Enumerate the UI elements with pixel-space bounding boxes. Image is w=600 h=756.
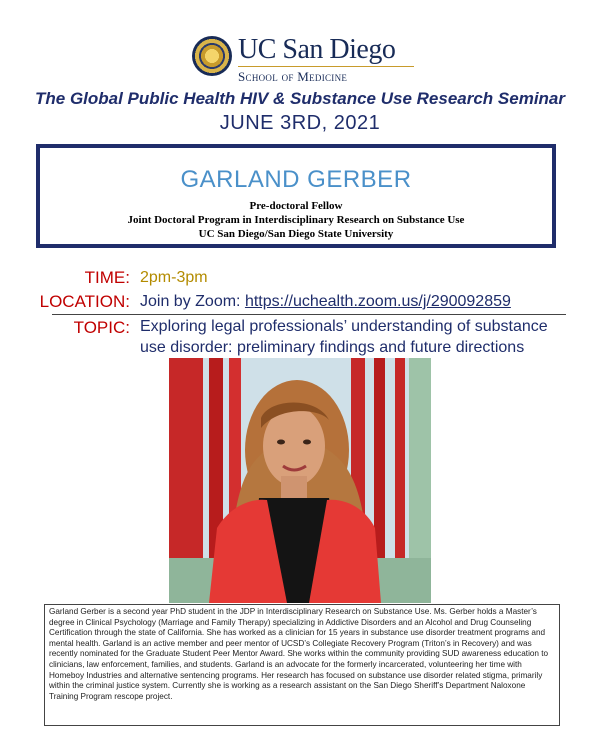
speaker-name: GARLAND GERBER	[180, 166, 412, 193]
speaker-portrait-icon	[169, 358, 431, 603]
speaker-role: Pre-doctoral Fellow	[249, 200, 343, 212]
topic-value: Exploring legal professionals’ understanding of substance use disorder: preliminary findings and future directions	[140, 318, 548, 356]
speaker-photo	[169, 358, 431, 603]
time-value: 2pm-3pm	[140, 269, 208, 286]
speaker-bio: Garland Gerber is a second year PhD student in the JDP in Interdisciplinary Research on Substance Use. Ms. Gerber holds a Master’s degree in Clinical Psychology (Marriage and Family Therapy) specializing in Addictive Disorders and an Alcohol and Drug Counseling Certification through the state of California. She has worked as a clinician for 15 years in substance use disorder treatment programs and mental health. Garland is an active member and peer mentor of UCSD’s Collegiate Recovery Program (Triton’s in Recovery) and was recently nominated for the Graduate Student Peer Mentor Award. She works within the community providing SUD awareness education to clinicians, law enforcement, families, and students. Garland is an advocate for the formerly incarcerated, volunteering her time with Homeboy Industries and alternative sentencing programs. Her research has focused on substance use disorder related stigma, primarily within the criminal justice system. Currently she is working as a research assistant on the San Diego Sheriff’s Department Naloxone Training Program rescope project.	[44, 604, 560, 726]
university-seal-icon	[192, 36, 232, 76]
logo-divider	[238, 66, 414, 67]
zoom-prefix: Join by Zoom:	[140, 293, 241, 310]
location-label: LOCATION:	[39, 292, 130, 311]
seminar-title: The Global Public Health HIV & Substance Use Research Seminar	[35, 89, 565, 108]
speaker-box	[36, 144, 556, 248]
logo-name: UC San Diego	[238, 34, 396, 65]
logo-school: School of Medicine	[238, 69, 348, 84]
zoom-link[interactable]: https://uchealth.zoom.us/j/290092859	[244, 293, 511, 310]
time-label: TIME:	[84, 268, 130, 287]
topic-divider	[52, 314, 566, 315]
topic-label: TOPIC:	[73, 318, 130, 337]
location-value	[140, 293, 511, 311]
speaker-institution: UC San Diego/San Diego State University	[198, 228, 394, 240]
ucsd-logo	[192, 34, 412, 84]
speaker-program: Joint Doctoral Program in Interdisciplinary Research on Substance Use	[127, 214, 465, 226]
seminar-date: JUNE 3RD, 2021	[219, 112, 381, 134]
